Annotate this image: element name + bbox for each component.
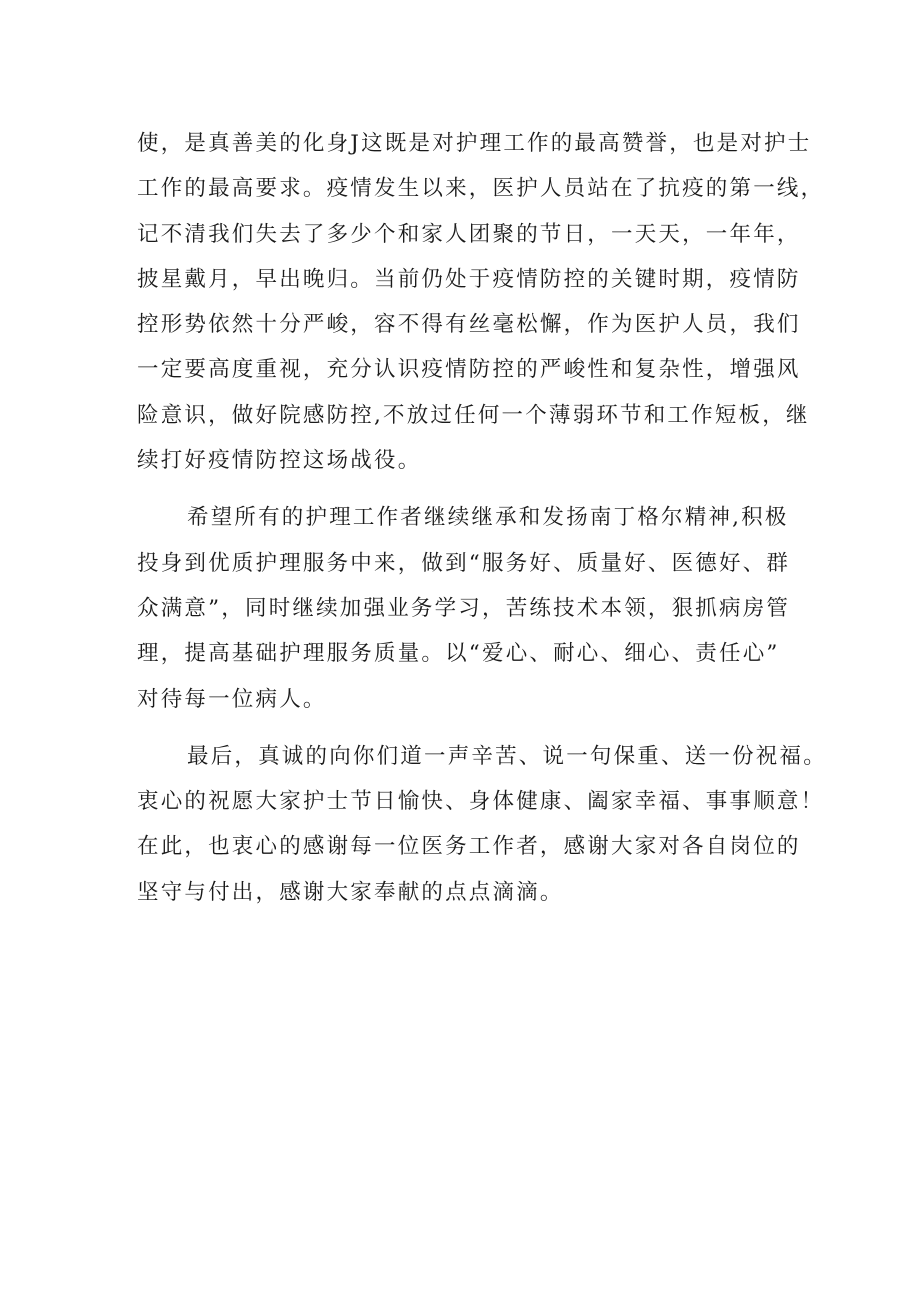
paragraph-2 <box>137 495 807 721</box>
text-line: 理，提高基础护理服务质量。以“爱心、耐心、细心、责任心” <box>137 641 780 667</box>
text-line: 记不清我们失去了多少个和家人团聚的节日，一天天，一年年， <box>137 221 801 247</box>
text-line: 希望所有的护理工作者继续继承和发扬南丁格尔精神,积极 <box>187 505 789 531</box>
text-line: 最后，真诚的向你们道一声辛苦、说一句保重、送一份祝福。 <box>187 743 827 769</box>
paragraph-spacer <box>137 483 807 495</box>
document-body <box>137 121 827 915</box>
paragraph-1 <box>137 121 825 483</box>
text-line: 一定要高度重视，充分认识疫情防控的严峻性和复杂性，增强风 <box>137 357 801 383</box>
text-line: 投身到优质护理服务中来，做到“服务好、质量好、医德好、群 <box>137 550 791 576</box>
paragraph-3 <box>137 734 827 915</box>
text-line: 披星戴月，早出晚归。当前仍处于疫情防控的关键时期，疫情防 <box>137 266 801 292</box>
paragraph-spacer <box>137 722 807 734</box>
text-line: 险意识，做好院感防控,不放过任何一个薄弱环节和工作短板，继 <box>137 402 810 428</box>
text-line: 众满意”，同时继续加强业务学习，苦练技术本领，狠抓病房管 <box>137 595 791 621</box>
text-line: 坚守与付出，感谢大家奉献的点点滴滴。 <box>137 879 564 905</box>
text-line: 续打好疫情防控这场战役。 <box>137 448 422 474</box>
text-line: 在此，也衷心的感谢每一位医务工作者，感谢大家对各自岗位的 <box>137 834 801 860</box>
text-line: 使，是真善美的化身J这既是对护理工作的最高赞誉，也是对护士 <box>137 131 812 156</box>
text-line: 对待每一位病人。 <box>137 686 327 712</box>
text-line: 工作的最高要求。疫情发生以来，医护人员站在了抗疫的第一线， <box>137 176 825 202</box>
text-line: 衷心的祝愿大家护士节日愉快、身体健康、阖家幸福、事事顺意！ <box>137 789 825 815</box>
text-line: 控形势依然十分严峻，容不得有丝毫松懈，作为医护人员，我们 <box>137 312 801 338</box>
